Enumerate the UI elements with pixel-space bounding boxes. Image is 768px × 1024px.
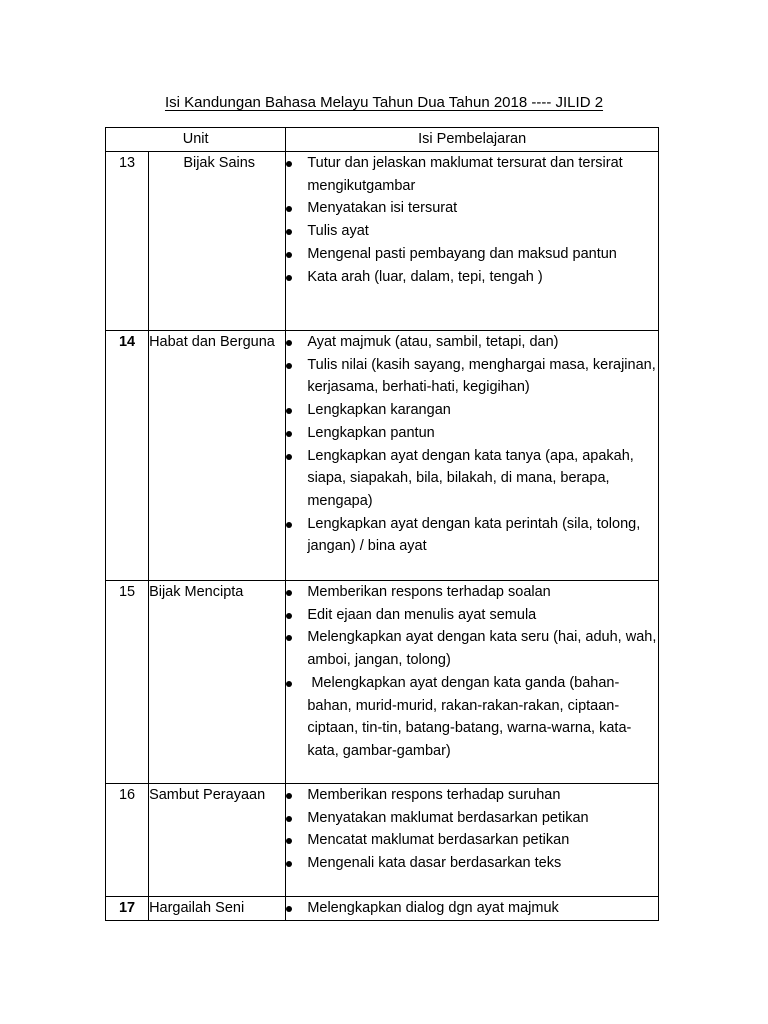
content-table — [105, 127, 659, 921]
bullet-icon — [286, 363, 292, 369]
learning-list — [286, 152, 658, 288]
bullet-icon — [286, 229, 292, 235]
table-row — [106, 897, 659, 921]
list-item-text: Menyatakan isi tersurat — [307, 200, 458, 217]
bullet-icon — [286, 838, 292, 844]
list-item — [286, 784, 658, 807]
list-item — [286, 897, 658, 920]
unit-number: 15 — [106, 581, 149, 784]
list-item-text: Tulis ayat — [307, 223, 369, 240]
unit-name: Bijak Sains — [149, 152, 286, 331]
bullet-icon — [286, 206, 292, 212]
unit-name: Bijak Mencipta — [149, 581, 286, 784]
list-item-text: Kata arah (luar, dalam, tepi, tengah ) — [307, 268, 543, 285]
learning-list — [286, 331, 658, 558]
unit-number: 13 — [106, 152, 149, 331]
list-item-text: Mengenal pasti pembayang dan maksud pantun — [307, 245, 617, 262]
list-item — [286, 581, 658, 604]
list-item-text: Menyatakan maklumat berdasarkan petikan — [307, 809, 589, 826]
list-item-text: Tulis nilai (kasih sayang, menghargai masa, kerajinan, kerjasama, berhati-hati, kegigihan) — [307, 356, 656, 396]
bullet-icon — [286, 793, 292, 799]
list-item — [286, 220, 658, 243]
bullet-icon — [286, 861, 292, 867]
list-item — [286, 852, 658, 875]
table-row — [106, 331, 659, 581]
list-item — [286, 399, 658, 422]
list-item-text: Melengkapkan ayat dengan kata ganda (bahan-bahan, murid-murid, rakan-rakan-rakan, ciptaan-ciptaan, tin-tin, batang-batang, warna-warna, kata-kata, gambar-gambar) — [307, 674, 632, 759]
list-item-text: Lengkapkan pantun — [307, 424, 435, 441]
list-item — [286, 422, 658, 445]
header-isi-pembelajaran: Isi Pembelajaran — [286, 128, 659, 152]
list-item — [286, 626, 658, 671]
page-title: Isi Kandungan Bahasa Melayu Tahun Dua Tahun 2018 ---- JILID 2 — [164, 94, 604, 111]
list-item-text: Memberikan respons terhadap soalan — [307, 584, 551, 600]
list-item — [286, 604, 658, 627]
header-unit: Unit — [106, 128, 286, 152]
learning-list — [286, 784, 658, 875]
bullet-icon — [286, 252, 292, 258]
list-item-text: Lengkapkan ayat dengan kata perintah (sila, tolong, jangan) / bina ayat — [307, 515, 641, 555]
unit-number: 14 — [106, 331, 149, 581]
bullet-icon — [286, 635, 292, 641]
list-item-text: Memberikan respons terhadap suruhan — [307, 787, 561, 803]
list-item-text: Mengenali kata dasar berdasarkan teks — [307, 855, 562, 872]
unit-name: Habat dan Berguna — [149, 331, 286, 581]
learning-content-cell — [286, 331, 659, 581]
table-row — [106, 784, 659, 897]
learning-content-cell — [286, 581, 659, 784]
bullet-icon — [286, 161, 292, 167]
unit-number: 16 — [106, 784, 149, 897]
list-item-text: Edit ejaan dan menulis ayat semula — [307, 606, 537, 623]
bullet-icon — [286, 275, 292, 281]
learning-list — [286, 897, 658, 920]
bullet-icon — [286, 906, 292, 912]
list-item-text: Mencatat maklumat berdasarkan petikan — [307, 832, 570, 849]
bullet-icon — [286, 590, 292, 596]
unit-name: Sambut Perayaan — [149, 784, 286, 897]
list-item-text: Lengkapkan ayat dengan kata tanya (apa, apakah, siapa, siapakah, bila, bilakah, di mana, berapa, mengapa) — [307, 447, 634, 509]
learning-content-cell — [286, 897, 659, 921]
unit-name: Hargailah Seni — [149, 897, 286, 921]
list-item — [286, 354, 658, 399]
learning-content-cell — [286, 152, 659, 331]
list-item — [286, 197, 658, 220]
bullet-icon — [286, 408, 292, 414]
bullet-icon — [286, 454, 292, 460]
list-item — [286, 807, 658, 830]
list-item-text: Melengkapkan ayat dengan kata seru (hai, aduh, wah, amboi, jangan, tolong) — [307, 629, 657, 669]
list-item — [286, 672, 658, 763]
bullet-icon — [286, 340, 292, 346]
table-header-row — [106, 128, 659, 152]
list-item — [286, 152, 658, 197]
bullet-icon — [286, 431, 292, 437]
list-item-text: Ayat majmuk (atau, sambil, tetapi, dan) — [307, 334, 559, 350]
list-item — [286, 445, 658, 513]
bullet-icon — [286, 681, 292, 687]
list-item — [286, 829, 658, 852]
list-item-text: Tutur dan jelaskan maklumat tersurat dan tersirat mengikutgambar — [307, 155, 623, 194]
list-item-text: Melengkapkan dialog dgn ayat majmuk — [307, 900, 559, 916]
list-item — [286, 266, 658, 289]
bullet-icon — [286, 816, 292, 822]
unit-number: 17 — [106, 897, 149, 921]
learning-content-cell — [286, 784, 659, 897]
learning-list — [286, 581, 658, 763]
list-item-text: Lengkapkan karangan — [307, 402, 451, 419]
table-row — [106, 152, 659, 331]
list-item — [286, 331, 658, 354]
bullet-icon — [286, 522, 292, 528]
table-row — [106, 581, 659, 784]
list-item — [286, 243, 658, 266]
list-item — [286, 513, 658, 558]
bullet-icon — [286, 613, 292, 619]
